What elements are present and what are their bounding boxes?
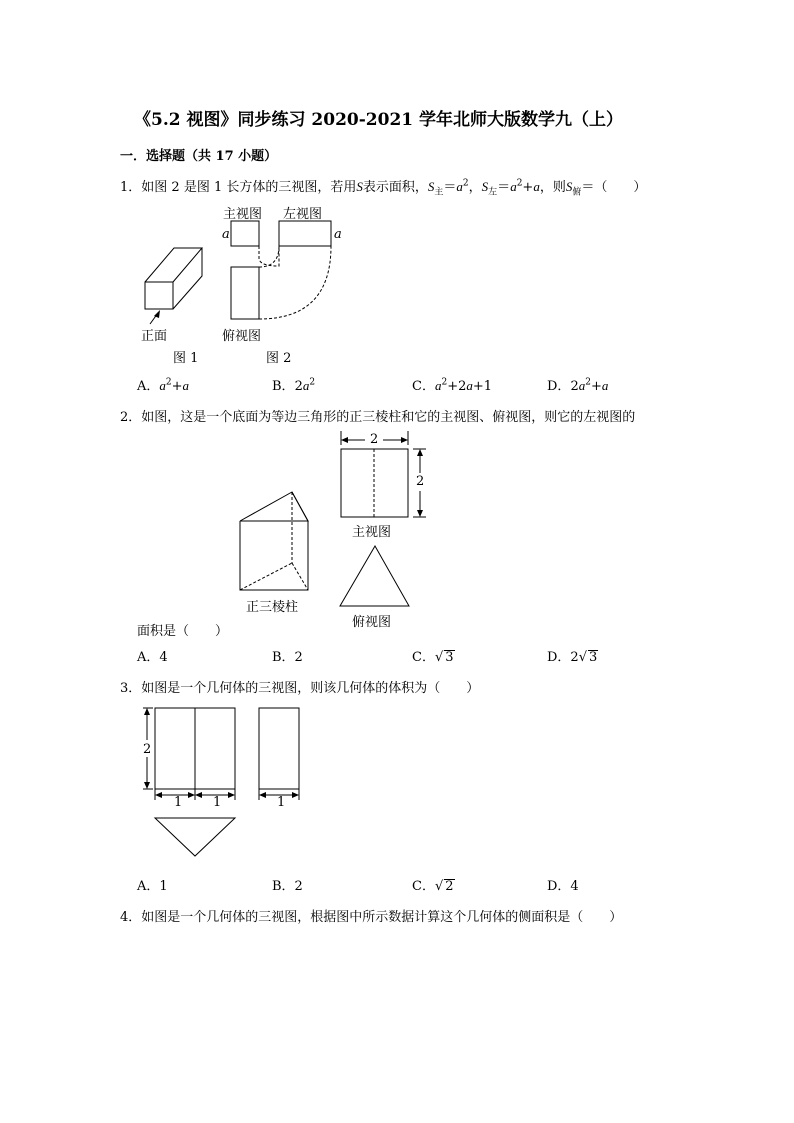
q3-option-d: D．4 [547,879,579,894]
q2-dim-width: 2 [370,432,379,447]
question-4-stem: 4．如图是一个几何体的三视图，根据图中所示数据计算这个几何体的侧面积是（ ） [120,910,623,925]
question-3-stem: 3．如图是一个几何体的三视图，则该几何体的体积为（ ） [120,681,480,696]
section-heading: 一．选择题（共 17 小题） [120,149,278,164]
label-left-view: 左视图 [283,207,323,222]
q3-dim-w3: 1 [277,795,286,810]
q3-figure [135,700,315,860]
q1-option-d: D．$2a^2+a$ [547,377,609,394]
q2-option-d: D．2√ 3 [547,650,598,665]
question-2-stem-cont: 面积是（ ） [137,624,229,639]
question-2-stem: 2．如图，这是一个底面为等边三角形的正三棱柱和它的主视图、俯视图，则它的左视图的 [120,410,636,425]
q2-dim-height: 2 [416,474,425,489]
q1-option-a: A．$a^2+a$ [137,377,190,394]
caption-fig-1: 图 1 [173,351,199,366]
label-main-view: 主视图 [223,207,263,222]
q2-option-b: B．2 [272,650,303,665]
q2-label-main-view: 主视图 [352,525,392,540]
q2-figure [230,425,450,625]
q1-option-c: C．$a^2+2a+1$ [412,377,493,394]
label-front: 正面 [141,329,168,344]
q3-dim-w1: 1 [174,795,183,810]
q2-option-a: A．4 [137,650,168,665]
q2-label-prism: 正三棱柱 [246,600,299,615]
question-1-stem: 1．如图 2 是图 1 长方体的三视图，若用S表示面积，$S_主=a^2$，$S_左=a^2+a$，则$S_俯=$（ ） [120,178,647,198]
q3-dim-height: 2 [143,742,152,757]
q3-option-b: B．2 [272,879,303,894]
q3-dim-w2: 1 [213,795,222,810]
q3-option-c: C．√ 2 [412,879,454,894]
q2-option-c: C．√ 3 [412,650,454,665]
caption-fig-2: 图 2 [266,351,292,366]
label-a-left: a [222,227,230,242]
page-title: 《5.2 视图》同步练习 2020-2021 学年北师大版数学九（上） [134,110,624,130]
q2-label-top-view: 俯视图 [352,615,392,630]
three-views-drawing [231,221,331,319]
label-a-right: a [334,227,342,242]
q3-option-a: A．1 [137,879,168,894]
label-top-view: 俯视图 [222,329,262,344]
cuboid-drawing [145,248,202,309]
q1-option-b: B．$2a^2$ [272,377,316,394]
